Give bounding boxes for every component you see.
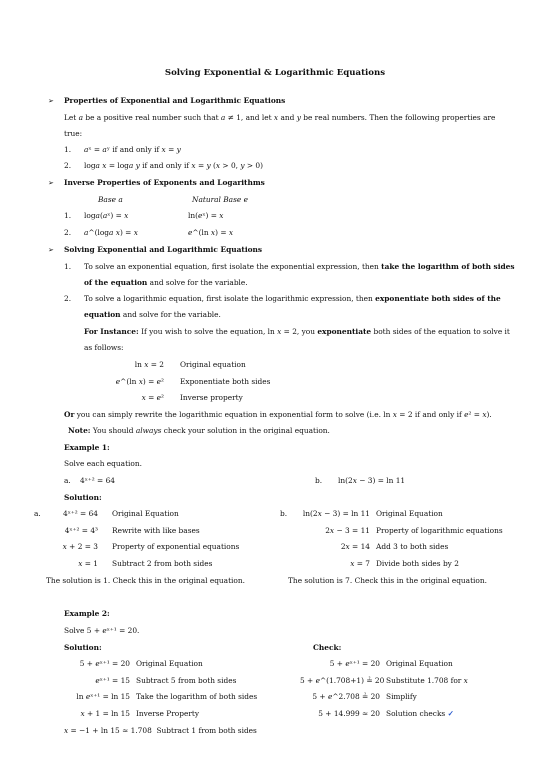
instance-equation: 𝑥 = 𝑒² xyxy=(141,393,164,402)
example-1-heading: Example 1: xyxy=(64,443,110,452)
section-heading-solving: Solving Exponential and Logarithmic Equations xyxy=(64,245,263,254)
example-2-solution-description: Take the logarithm of both sides xyxy=(136,692,258,701)
example-2-solution-equation: 𝑥 + 1 = ln 15 xyxy=(80,709,130,718)
column-header-natural-base: Natural Base 𝑒 xyxy=(192,195,248,204)
solution-b-conclusion: The solution is 7. Check this in the original equation. xyxy=(288,576,487,585)
example-1-solution-label: Solution: xyxy=(64,493,102,502)
bullet-arrow-icon: ➢ xyxy=(48,97,54,105)
example-2-solution-equation: 5 + 𝑒ˣ⁺¹ = 20 xyxy=(79,659,130,668)
example-2-solution-equation: ln 𝑒ˣ⁺¹ = ln 15 xyxy=(76,692,130,701)
property-item-number: 1. xyxy=(64,145,72,154)
example-2-prompt: Solve 5 + 𝑒ˣ⁺¹ = 20. xyxy=(64,626,140,635)
example-1-part-b-label: b. xyxy=(315,476,323,485)
instance-description: Original equation xyxy=(180,360,246,369)
example-2-check-equation: 5 + 𝑒^2.708 ≟ 20 xyxy=(312,692,380,701)
instance-description: Inverse property xyxy=(180,393,243,402)
solution-a-equation: 𝑥 = 1 xyxy=(78,559,98,568)
for-instance-line1: For Instance: If you wish to solve the equation, ln 𝑥 = 2, you exponentiate both sides of the equation to solve it xyxy=(84,327,510,336)
solution-a-equation: 4ˣ⁺² = 64 xyxy=(63,509,98,518)
solution-a-conclusion: The solution is 1. Check this in the original equation. xyxy=(46,576,245,585)
property-item: log𝑎 𝑥 = log𝑎 𝑦 if and only if 𝑥 = 𝑦 (𝑥 > 0, 𝑦 > 0) xyxy=(84,161,264,170)
example-2-solution-final: 𝑥 = −1 + ln 15 ≈ 1.708 Subtract 1 from both sides xyxy=(64,726,257,735)
inverse-base-a: 𝑎^(log𝑎 𝑥) = 𝑥 xyxy=(84,228,138,237)
solution-b-description: Original Equation xyxy=(376,509,443,518)
example-2-check-equation: 5 + 𝑒^(1.708+1) ≟ 20 xyxy=(300,676,385,685)
solution-b-description: Add 3 to both sides xyxy=(376,542,449,551)
solution-a-equation: 4ˣ⁺² = 4³ xyxy=(64,526,98,535)
solution-b-equation: ln(2𝑥 − 3) = ln 11 xyxy=(302,509,370,518)
step-1-line1: To solve an exponential equation, first isolate the exponential expression, then take the logarithm of both sides xyxy=(84,262,515,271)
section-heading-properties: Properties of Exponential and Logarithmic Equations xyxy=(64,96,286,105)
column-header-base-a: Base 𝑎 xyxy=(98,195,123,204)
properties-intro-line1: Let 𝑎 be a positive real number such that 𝑎 ≠ 1, and let 𝑥 and 𝑦 be real numbers. Then the following properties are xyxy=(64,113,496,122)
example-2-check-equation: 5 + 𝑒ˣ⁺¹ = 20 xyxy=(329,659,380,668)
page-title: Solving Exponential & Logarithmic Equations xyxy=(164,68,386,78)
example-2-check-equation: 5 + 14.999 ≈ 20 xyxy=(318,709,380,718)
inverse-natural: ln(𝑒ˣ) = 𝑥 xyxy=(188,211,224,220)
for-instance-line2: as follows: xyxy=(84,343,124,352)
example-2-check-description: Substitute 1.708 for 𝑥 xyxy=(386,676,468,685)
step-2-line1: To solve a logarithmic equation, first isolate the logarithmic expression, then exponentiate both sides of the xyxy=(84,294,501,303)
example-1-prompt: Solve each equation. xyxy=(64,459,142,468)
instance-equation: ln 𝑥 = 2 xyxy=(134,360,164,369)
example-2-check-description: Simplify xyxy=(386,692,417,701)
solution-b-equation: 2𝑥 = 14 xyxy=(340,542,370,551)
solution-a-equation: 𝑥 + 2 = 3 xyxy=(62,542,98,551)
inverse-natural: 𝑒^(ln 𝑥) = 𝑥 xyxy=(188,228,234,237)
example-2-check-description: Solution checks ✓ xyxy=(386,709,454,718)
solution-b-equation: 𝑥 = 7 xyxy=(350,559,370,568)
instance-equation: 𝑒^(ln 𝑥) = 𝑒² xyxy=(115,377,164,386)
solution-b-equation: 2𝑥 − 3 = 11 xyxy=(325,526,370,535)
solution-a-label: a. xyxy=(34,509,41,518)
example-2-check-description: Original Equation xyxy=(386,659,453,668)
example-2-heading: Example 2: xyxy=(64,609,110,618)
solution-b-description: Divide both sides by 2 xyxy=(376,559,459,568)
property-item: 𝑎ˣ = 𝑎ʸ if and only if 𝑥 = 𝑦 xyxy=(84,145,181,154)
step-number: 2. xyxy=(64,294,72,303)
inverse-row-number: 1. xyxy=(64,211,72,220)
step-number: 1. xyxy=(64,262,72,271)
step-1-line2: of the equation and solve for the variable. xyxy=(84,278,248,287)
solution-b-label: b. xyxy=(280,509,288,518)
inverse-base-a: log𝑎(𝑎ˣ) = 𝑥 xyxy=(84,211,129,220)
properties-intro-line2: true: xyxy=(64,129,83,138)
section-heading-inverse: Inverse Properties of Exponents and Logarithms xyxy=(64,178,265,187)
bullet-arrow-icon: ➢ xyxy=(48,179,54,187)
example-2-solution-label: Solution: xyxy=(64,643,102,652)
example-1-part-a-label: a. xyxy=(64,476,71,485)
solution-a-description: Original Equation xyxy=(112,509,179,518)
step-2-line2: equation and solve for the variable. xyxy=(84,310,221,319)
example-2-solution-equation: 𝑒ˣ⁺¹ = 15 xyxy=(95,676,130,685)
checkmark-icon: ✓ xyxy=(447,709,454,718)
or-rewrite-line: Or you can simply rewrite the logarithmic equation in exponential form to solve (i.e. ln 𝑥 = 2 if and only if 𝑒² = 𝑥). xyxy=(64,410,492,419)
solution-b-description: Property of logarithmic equations xyxy=(376,526,503,535)
example-1-part-b: ln(2𝑥 − 3) = ln 11 xyxy=(338,476,406,485)
example-2-solution-description: Subtract 5 from both sides xyxy=(136,676,237,685)
example-1-part-a: 4ˣ⁺² = 64 xyxy=(80,476,115,485)
note-line: Note: You should always check your solution in the original equation. xyxy=(68,426,330,435)
example-2-solution-description: Original Equation xyxy=(136,659,203,668)
example-2-check-label: Check: xyxy=(313,643,342,652)
solution-a-description: Subtract 2 from both sides xyxy=(112,559,213,568)
solution-a-description: Rewrite with like bases xyxy=(112,526,200,535)
solution-a-description: Property of exponential equations xyxy=(112,542,240,551)
inverse-row-number: 2. xyxy=(64,228,72,237)
bullet-arrow-icon: ➢ xyxy=(48,246,54,254)
example-2-solution-description: Inverse Property xyxy=(136,709,200,718)
property-item-number: 2. xyxy=(64,161,72,170)
instance-description: Exponentiate both sides xyxy=(180,377,271,386)
